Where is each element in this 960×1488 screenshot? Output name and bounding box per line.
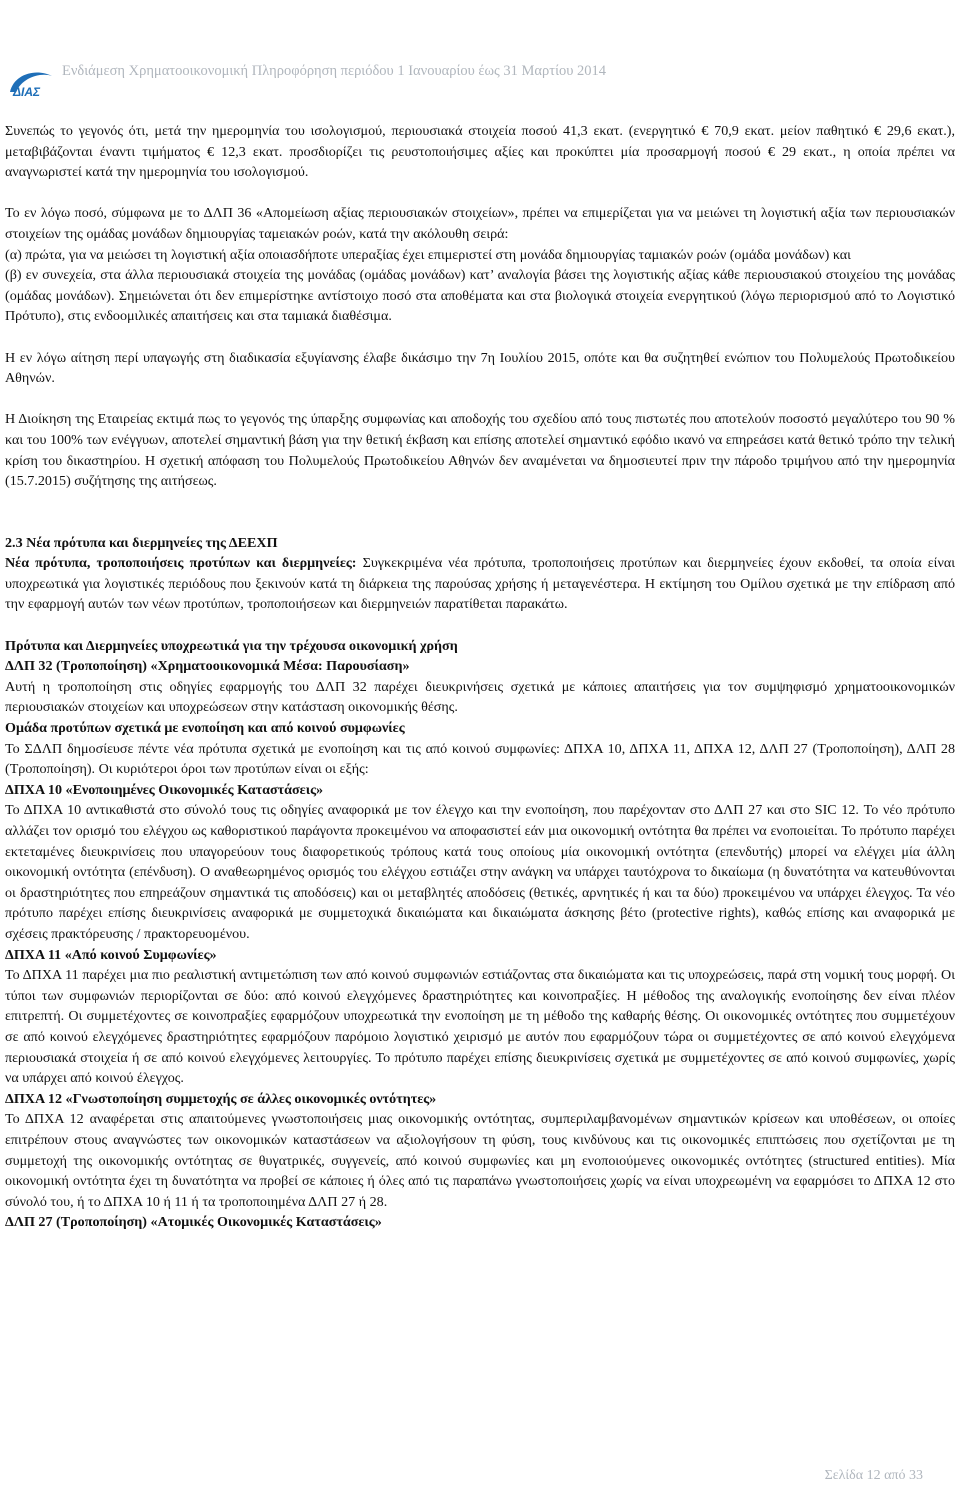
ifrs11-text: Το ΔΠΧΑ 11 παρέχει μια πιο ρεαλιστική αντιμετώπιση των από κοινού συμφωνιών εστιάζοντας στα δικαιώματα και τις υποχρεώσεις, παρά στη νομική τους μορφή. Οι τύποι των συμφωνιών περιορίζονται σε δύο: από κοινού ελεγχόμενες δραστηριότητες και κοινοπραξίες. Η μέθοδος της αναλογικής ενοποίησης δεν είναι πλέον επιτρεπτή. Οι συμμετέχοντες σε κοινοπραξίες εφαρμόζουν υποχρεωτικά την ενοποίηση με τη μέθοδο της καθαρής θέσης. Οι οικονομικές οντότητες που συμμετέχουν σε από κοινού ελεγχόμενες δραστηριότητες εφαρμόζουν παρόμοιο λογιστικό χειρισμό με αυτόν που εφαρμόζουν τώρα οι συμμετέχοντες σε από κοινού ελεγχόμενα περιουσιακά στοιχεία ή σε από κοινού ελεγχόμενες λειτουργίες. Το πρότυπο παρέχει επίσης διευκρινίσεις σχετικά με συμμετέχοντες σε από κοινού συμφωνίες, χωρίς να υπάρχει από κοινού έλεγχος. [5,967,955,1087]
paragraph-item-a: (α) πρώτα, για να μειώσει τη λογιστική αξία οποιασδήποτε υπεραξίας έχει επιμεριστεί στη μονάδα δημιουργίας ταμιακών ροών (ομάδα μονάδων) και [5,246,851,263]
paragraph-court-hearing: Η εν λόγω αίτηση περί υπαγωγής στη διαδικασία εξυγίανσης έλαβε δικάσιμο την 7η Ιουλίου 2015, οπότε και θα συζητηθεί ενώπιον του Πολυμελούς Πρωτοδικείου Αθηνών. [5,349,955,387]
ias32-title: ΔΛΠ 32 (Τροποποίηση) «Χρηματοοικονομικά Μέσα: Παρουσίαση» [5,658,410,675]
paragraph-impairment: Το εν λόγω ποσό, σύμφωνα με το ΔΛΠ 36 «Απομείωση αξίας περιουσιακών στοιχείων», πρέπει να επιμερίζεται για να μειώνει τη λογιστική αξία των περιουσιακών στοιχείων της ομάδας μονάδων δημιουργίας ταμειακών ροών, κατά την ακόλουθη σειρά: [5,205,955,242]
consolidation-group-text: Το ΣΔΛΠ δημοσίευσε πέντε νέα πρότυπα σχετικά με ενοποίηση και τις από κοινού συμφωνίες: ΔΠΧΑ 10, ΔΠΧΑ 11, ΔΠΧΑ 12, ΔΛΠ 27 (Τροποποίηση), ΔΛΠ 28 (Τροποποίηση). Οι κυριότεροι όροι των προτύπων είναι οι εξής: [5,740,955,778]
page-number: Σελίδα 12 από 33 [824,1468,923,1483]
ifrs11-title: ΔΠΧΑ 11 «Από κοινού Συμφωνίες» [5,946,217,963]
paragraph-assets-transfer: Συνεπώς το γεγονός ότι, μετά την ημερομηνία του ισολογισμού, περιουσιακά στοιχεία ποσού 41,3 εκατ. (ενεργητικό € 70,9 εκατ. μείον παθητικό € 29,6 εκατ.), μεταβιβάζονται έναντι τιμήματος € 12,3 εκατ. προσδιορίζει τις ρευστοποιήσιμες αξίες και προκύπτει μία προσαρμογή ποσού € 29 εκατ., η οποία πρέπει να αναγνωριστεί κατά την ημερομηνία του ισολογισμού. [5,123,955,181]
ifrs12-title: ΔΠΧΑ 12 «Γνωστοποίηση συμμετοχής σε άλλες οικονομικές οντότητες» [5,1090,437,1107]
ifrs12-text: Το ΔΠΧΑ 12 αναφέρεται στις απαιτούμενες γνωστοποιήσεις μιας οικονομικής οντότητας, συμπεριλαμβανομένων σημαντικών κρίσεων και υποθέσεων, οι οποίες επιτρέπουν στους αναγνώστες των οικονομικών καταστάσεων να αξιολογήσουν τη φύση, τους κινδύνους και τις οικονομικές επιπτώσεις που σχετίζονται με τη συμμετοχή της οικονομικής οντότητας σε θυγατρικές, συγγενείς, από κοινού συμφωνίες και μη ενοποιούμενες οικονομικές οντότητες (structured entities). Μία οικονομική οντότητα έχει τη δυνατότητα να προβεί σε κάποιες ή όλες από τις παραπάνω γνωστοποιήσεις χωρίς να είναι υποχρεωμένη να εφαρμόσει το ΔΠΧΑ 12 στο σύνολό του, ή το ΔΠΧΑ 10 ή 11 ή τα τροποποιημένα ΔΛΠ 27 ή 28. [5,1111,955,1210]
consolidation-group-title: Ομάδα προτύπων σχετικά με ενοποίηση και από κοινού συμφωνίες [5,720,405,737]
section-intro-text: Συγκεκριμένα νέα πρότυπα, τροποποιήσεις προτύπων και διερμηνείες έχουν εκδοθεί, τα οποία είναι υποχρεωτικά για λογιστικές περιόδους που ξεκινούν κατά τη διάρκεια της παρούσας χρήσης ή μεταγενέστερα. Η εκτίμηση του Ομίλου σχετικά με την επίδραση από την εφαρμογή αυτών των νέων προτύπων, τροποποιήσεων και διερμηνειών παρατίθεται παρακάτω. [5,555,955,613]
svg-text:ΔΙΑΣ: ΔΙΑΣ [13,85,41,99]
section-intro [5,553,955,615]
company-logo [6,66,56,100]
document-title: Ενδιάμεση Χρηματοοικονομική Πληροφόρηση περιόδου 1 Ιανουαρίου έως 31 Μαρτίου 2014 [62,63,607,79]
mandatory-standards-heading: Πρότυπα και Διερμηνείες υποχρεωτικά για την τρέχουσα οικονομική χρήση [5,637,458,654]
ifrs10-title: ΔΠΧΑ 10 «Ενοποιημένες Οικονομικές Καταστάσεις» [5,781,324,798]
document-body [5,121,955,1233]
ias27-title: ΔΛΠ 27 (Τροποποίηση) «Ατομικές Οικονομικές Καταστάσεις» [5,1214,382,1231]
paragraph-management-assessment: Η Διοίκηση της Εταιρείας εκτιμά πως το γεγονός της ύπαρξης συμφωνίας και αποδοχής του σχεδίου από τους πιστωτές που αποτελούν ποσοστό μεγαλύτερο του 90 % και του 100% των ενέγγυων, αποτελεί σημαντική βάση για την θετική έκβαση και επίσης αποτελεί σημαντικό εφόδιο ικανό να επηρεάσει κατά θετικό τρόπο την τελική κρίση του δικαστηρίου. Η σχετική απόφαση του Πολυμελούς Πρωτοδικείου Αθηνών δεν αναμένεται να δημοσιευτεί πριν την πάροδο τριμήνου από την ημερομηνία (15.7.2015) συζήτησης της αιτήσεως. [5,411,955,490]
page-header [0,0,960,108]
section-heading: 2.3 Νέα πρότυπα και διερμηνείες της ΔΕΕΧΠ [5,534,278,551]
ias32-text: Αυτή η τροποποίηση στις οδηγίες εφαρμογής του ΔΛΠ 32 παρέχει διευκρινήσεις σχετικά με κάποιες απαιτήσεις για τον συμψηφισμό χρηματοοικονομικών περιουσιακών στοιχείων και υποχρεώσεων στην κατάσταση οικονομικής θέσης. [5,678,955,716]
ifrs10-text: Το ΔΠΧΑ 10 αντικαθιστά στο σύνολό τους τις οδηγίες αναφορικά με τον έλεγχο και την ενοποίηση, που παρέχονταν στο ΔΛΠ 27 και στο SIC 12. Το νέο πρότυπο αλλάζει τον ορισμό του ελέγχου ως καθοριστικού παράγοντα προκειμένου να αποφασιστεί εάν μια οικονομική οντότητα θα πρέπει να ενοποιείται. Το πρότυπο παρέχει εκτεταμένες διευκρινίσεις που υπαγορεύουν τους διαφορετικούς τρόπους κατά τους οποίους μία οικονομική οντότητα (επενδυτής) μπορεί να ελέγχει μία άλλη οικονομική οντότητα (επένδυση). Ο αναθεωρημένος ορισμός του ελέγχου εστιάζει στην ανάγκη να υπάρχει ταυτόχρονα το δικαίωμα (η δυνατότητα να κατευθύνονται οι δραστηριότητες που επηρεάζουν σημαντικά τις αποδόσεις) και οι μεταβλητές αποδόσεις (θετικές, αρνητικές ή και τα δύο) προκειμένου να υπάρχει έλεγχος. Τα νέο πρότυπο παρέχει επίσης διευκρινίσεις αναφορικά με συμμετοχικά δικαιώματα και δικαιώματα άσκησης βέτο (protective rights), καθώς επίσης και αναφορικά με σχέσεις πρακτόρευσης / πρακτορευομένου. [5,802,955,942]
paragraph-item-b: (β) εν συνεχεία, στα άλλα περιουσιακά στοιχεία της μονάδας (ομάδας μονάδων) κατ’ αναλογία βάσει της λογιστικής αξίας κάθε περιουσιακού στοιχείου της μονάδας (ομάδας μονάδων). Σημειώνεται ότι δεν επιμερίστηκε αντίστοιχο ποσό στα αποθέματα και στα βιολογικά στοιχεία ενεργητικού (λόγω περιορισμού από το Λογιστικό Πρότυπο), στις ενδοομιλικές απαιτήσεις και στα ταμιακά διαθέσιμα. [5,267,955,325]
section-intro-bold: Νέα πρότυπα, τροποποιήσεις προτύπων και διερμηνείες: [5,555,357,572]
